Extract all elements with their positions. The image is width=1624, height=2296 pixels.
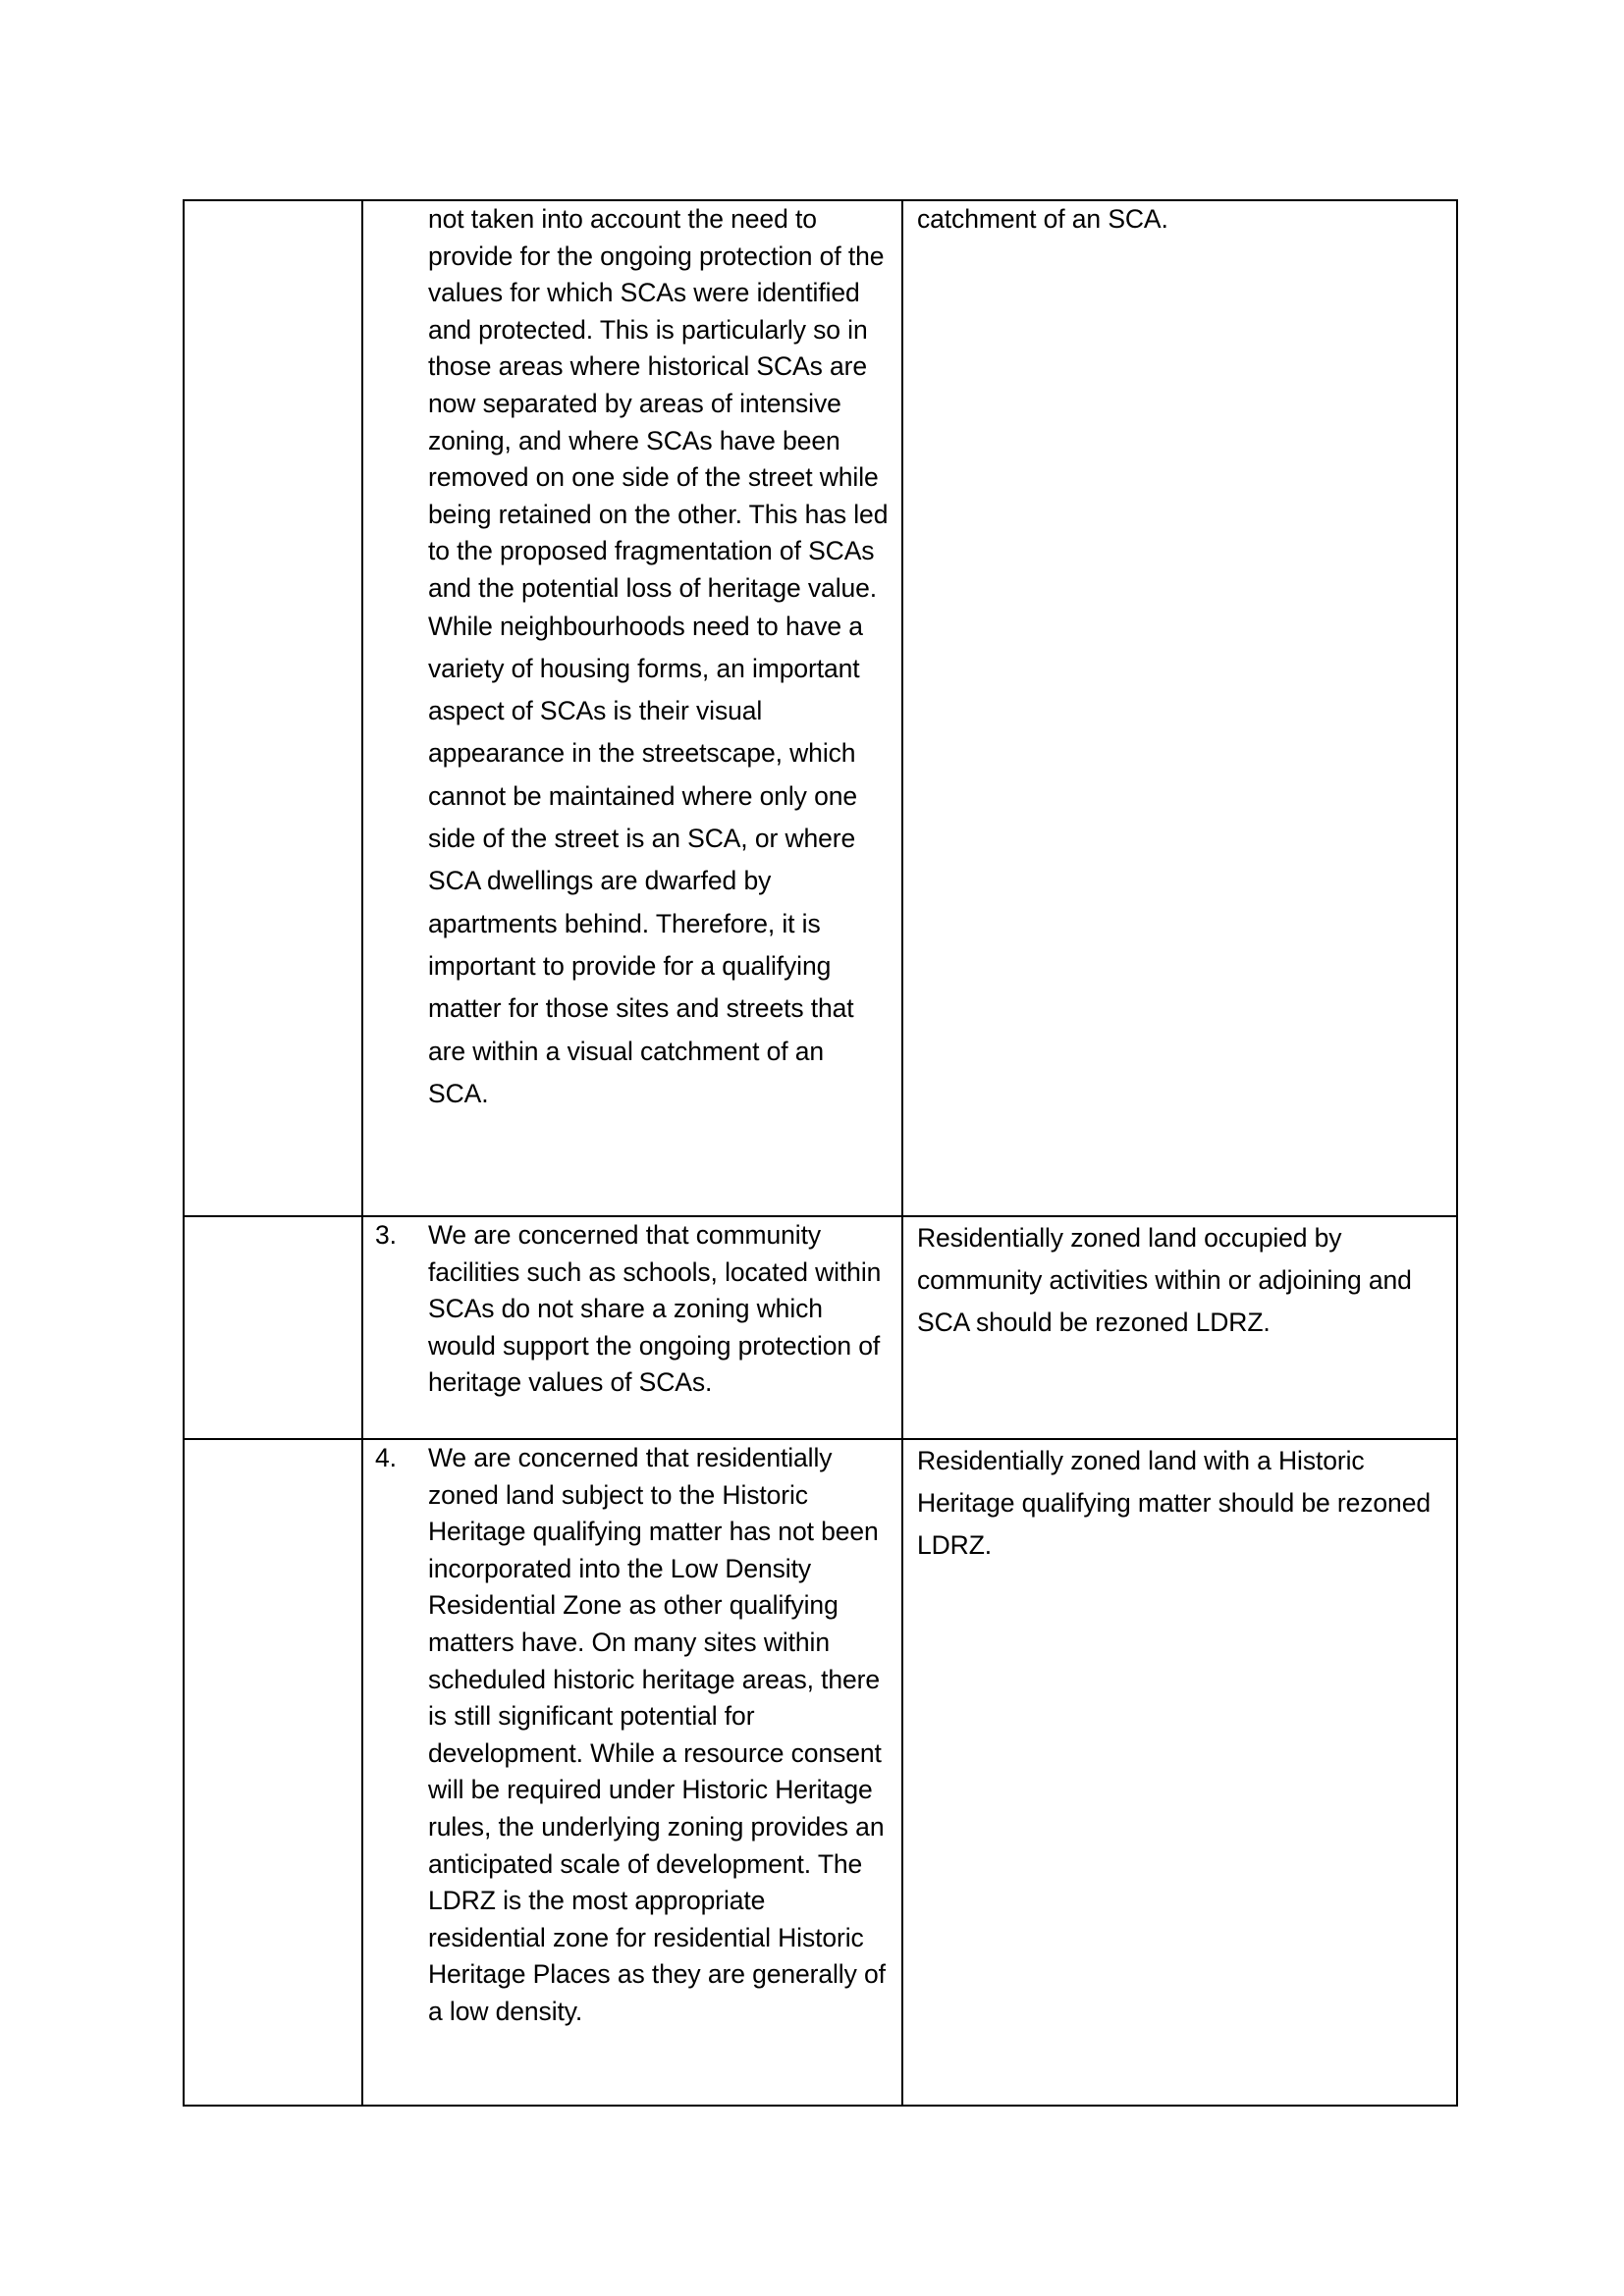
table-row — [184, 1439, 1457, 2106]
item-number: 4. — [375, 1443, 397, 1472]
submission-paragraph: not taken into account the need to provide for the ongoing protection of the values for which SCAs were identified and protected. This is particularly so in those areas where historical SCAs are now separated by areas of intensive zoning, and where SCAs have been removed on one side of the street while being retained on the other. This has led to the proposed fragmentation of SCAs and the potential loss of heritage value. — [428, 204, 889, 603]
submission-text: We are concerned that community facilities such as schools, located within SCAs do not share a zoning which would support the ongoing protection of heritage values of SCAs. — [428, 1220, 882, 1398]
submitter-cell — [184, 200, 362, 1216]
relief-text: Residentially zoned land occupied by community activities within or adjoining and SCA should be rezoned LDRZ. — [917, 1223, 1412, 1337]
relief-cell — [902, 1439, 1457, 2106]
submission-cell — [362, 1216, 902, 1439]
submission-cell — [362, 1439, 902, 2106]
item-number: 3. — [375, 1220, 397, 1250]
relief-cell — [902, 200, 1457, 1216]
submission-table — [183, 199, 1458, 2107]
relief-text: Residentially zoned land with a Historic Heritage qualifying matter should be rezoned LDRZ. — [917, 1446, 1431, 1560]
table-row — [184, 200, 1457, 1216]
submitter-cell — [184, 1216, 362, 1439]
submitter-cell — [184, 1439, 362, 2106]
submission-text: We are concerned that residentially zoned land subject to the Historic Heritage qualifying matter has not been incorporated into the Low Density Residential Zone as other qualifying matters have. On many sites within scheduled historic heritage areas, there is still significant potential for development. While a resource consent will be required under Historic Heritage rules, the underlying zoning provides an anticipated scale of development. The LDRZ is the most appropriate residential zone for residential Historic Heritage Places as they are generally of a low density. — [428, 1443, 886, 2026]
submission-cell — [362, 200, 902, 1216]
table-row — [184, 1216, 1457, 1439]
submission-paragraph: While neighbourhoods need to have a variety of housing forms, an important aspect of SCAs is their visual appearance in the streetscape, which cannot be maintained where only one side of the street is an SCA, or where SCA dwellings are dwarfed by apartments behind. Therefore, it is important to provide for a qualifying matter for those sites and streets that are within a visual catchment of an SCA. — [428, 611, 863, 1108]
relief-text: catchment of an SCA. — [917, 204, 1168, 234]
relief-cell — [902, 1216, 1457, 1439]
